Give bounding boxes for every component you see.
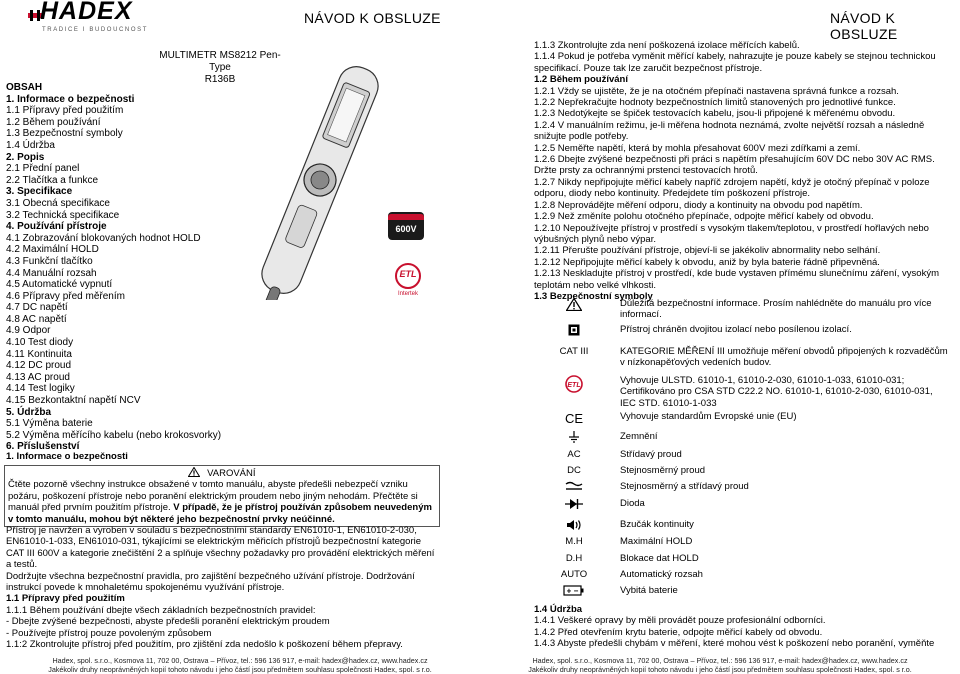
badge-stripe bbox=[388, 214, 424, 220]
paragraph-standards: Přístroj je navržen a vyroben v souladu s bezpečnostními standardy EN61010-1, EN61010-2-030, EN61010-1-033, EN61010-031, týkajícími se elektrickým měřicích přístrojů bezpečnostní kategorie CAT III 600V a kategorie znečištění 2 a splňuje všechny požadavky pro provádění elektrických měření a testů. bbox=[6, 525, 435, 571]
symbol-description-line: Dioda bbox=[620, 498, 645, 509]
toc-item: 4.11 Kontinuita bbox=[6, 348, 72, 360]
footer-right bbox=[480, 656, 960, 674]
body-line: 1.2.6 Dbejte zvýšené bezpečnosti při práci s napětím přesahujícím 60V DC nebo 30V AC RMS. bbox=[534, 154, 935, 166]
footer-contact: Hadex, spol. s.r.o., Kosmova 11, 702 00, Ostrava – Přívoz, tel.: 596 136 917, e-mail: hadex@hadex.cz, www.hadex.cz bbox=[532, 656, 908, 665]
warning-icon bbox=[534, 298, 614, 314]
warning-triangle-icon bbox=[188, 467, 200, 477]
body-line: 1.2.5 Neměřte napětí, která by mohla přesahovat 600V mezi zdířkami a zemí. bbox=[534, 142, 861, 154]
right-body-lines bbox=[534, 40, 954, 302]
paragraph-bullet-2: - Používejte přístroj pouze povoleným způsobem bbox=[6, 627, 212, 639]
symbol-description bbox=[620, 536, 960, 547]
body-line: 1.2.11 Přerušte používání přístroje, objeví-li se jakékoliv abnormality nebo selhání. bbox=[534, 245, 881, 257]
body-line: 1.2.8 Neprovádějte měření odporu, diody a kontinuity na obvodu pod napětím. bbox=[534, 199, 863, 211]
subsection-1-4-title: 1.4 Údržba bbox=[534, 604, 583, 615]
toc-item: 4.13 AC proud bbox=[6, 371, 70, 383]
toc-item: 4.1 Zobrazování blokovaných hodnot HOLD bbox=[6, 232, 201, 244]
toc-title: OBSAH bbox=[6, 82, 43, 93]
body-line: 1.2 Během používání bbox=[534, 74, 628, 86]
body-line: 1.1.4 Pokud je potřeba vyměnit měřící kabely, nahrazujte je pouze kabely se stejnou technickou bbox=[534, 51, 936, 63]
symbol-description-line: Přístroj chráněn dvojitou izolací nebo posílenou izolací. bbox=[620, 324, 852, 335]
symbol-description bbox=[620, 585, 960, 596]
body-line: 1.2.3 Nedotýkejte se špiček testovacích kabelu, jsou-li připojené k měřenému obvodu. bbox=[534, 108, 896, 120]
paragraph-rules: Dodržujte všechna bezpečnostní pravidla, pro zajištění bezpečného užívání přístroje. Dodržování instrukcí povede k mnohaletému spokojenému využívání přístroje. bbox=[6, 570, 415, 594]
symbol-description-line: IEC STD. 61010-1-033 bbox=[620, 397, 717, 409]
body-line: odporu, diody nebo kontinuity. Předejdete tím poškození přístroje. bbox=[534, 188, 811, 200]
symbol-description bbox=[620, 498, 960, 509]
body-line: snižujte podle potřeby. bbox=[534, 131, 629, 143]
etl-sub: Intertek bbox=[397, 291, 418, 297]
toc-item: 6. Příslušenství bbox=[6, 441, 80, 453]
symbol-label: DC bbox=[567, 465, 581, 476]
etl-logo bbox=[388, 262, 428, 302]
diode-icon bbox=[534, 498, 614, 513]
toc-item: 1.3 Bezpečnostní symboly bbox=[6, 128, 123, 140]
symbol-label: M.H bbox=[565, 536, 583, 547]
footer-left bbox=[0, 656, 480, 674]
toc-item: 4.6 Přípravy před měřením bbox=[6, 290, 125, 302]
symbol-description-line: Maximální HOLD bbox=[620, 536, 693, 547]
body-line: 1.2.12 Nepřipojujte měřicí kabely k obvodu, aniž by byla baterie řádně připevněná. bbox=[534, 256, 880, 268]
symbol-description-line: Stejnosměrný proud bbox=[620, 465, 706, 476]
body-line: 1.3 Bezpečnostní symboly bbox=[534, 290, 653, 302]
symbol-description-line: KATEGORIE MĚŘENÍ III umožňuje měření obvodů připojených k rozvaděčům bbox=[620, 346, 948, 357]
toc-item: 2.1 Přední panel bbox=[6, 163, 80, 175]
symbol-description bbox=[620, 465, 960, 476]
paragraph-bullet-1: - Dbejte zvýšené bezpečnosti, abyste předešli poranění elektrickým proudem bbox=[6, 616, 330, 628]
toc-item: 4.15 Bezkontaktní napětí NCV bbox=[6, 395, 141, 407]
subsection-1-1-title: 1.1 Přípravy před použitím bbox=[6, 593, 125, 605]
footer-contact: Hadex, spol. s.r.o., Kosmova 11, 702 00, Ostrava – Přívoz, tel.: 596 136 917, e-mail: hadex@hadex.cz, www.hadex.cz bbox=[52, 656, 428, 665]
body-line: 1.2.4 V manuálním režimu, je-li měřena hodnota neznámá, zvolte největší rozsah a následně bbox=[534, 119, 925, 131]
warning-body: Čtěte pozorně všechny instrukce obsažené v tomto manuálu, abyste předešli nebezpečí vzniku požáru, poškození přístroje nebo poranění elektrickým proudem nebo jiným nehodám. Přečtěte si manuál před prvním použitím přístroje. bbox=[8, 479, 418, 514]
body-line: výbušných plynů nebo výpar. bbox=[534, 233, 656, 245]
toc-item: 1. Informace o bezpečnosti bbox=[6, 93, 135, 105]
symbol-description-line: Automatický rozsah bbox=[620, 569, 703, 580]
symbol-description-line: Vyhovuje standardům Evropské unie (EU) bbox=[620, 411, 797, 422]
symbol-description-line: Vyhovuje ULSTD. 61010-1, 61010-2-030, 61010-1-033, 61010-031; bbox=[620, 375, 905, 386]
toc-item: 3.1 Obecná specifikace bbox=[6, 197, 110, 209]
symbol-description-line: Střídavý proud bbox=[620, 449, 682, 460]
body-line: Držte prsty za ochrannými prstenci testovacích hrotů. bbox=[534, 165, 758, 177]
body-line: 1.2.10 Nepoužívejte přístroj v prostředí s vysokým tlakem/teplotou, v prostředí hořlavých nebo bbox=[534, 222, 929, 234]
symbol-description bbox=[620, 481, 960, 492]
toc-item: 1.2 Během používání bbox=[6, 116, 101, 128]
toc-item: 2.2 Tlačítka a funkce bbox=[6, 174, 99, 186]
toc-item: 4.8 AC napětí bbox=[6, 313, 67, 325]
model-line-1: MULTIMETR MS8212 Pen-Type bbox=[159, 50, 281, 73]
warning-bold: V případě, že je přístroj používán způsobem neuvedeným v tomto manuálu, mohou být některé jeho bezpečnostní prvky neúčinné. bbox=[8, 502, 432, 525]
page-header-right: NÁVOD K OBSLUZE bbox=[830, 10, 898, 42]
body-line: 1.2.9 Než změníte polohu otočného přepínače, odpojte měřicí kabely od obvodu. bbox=[534, 211, 874, 223]
symbol-label: D.H bbox=[565, 553, 583, 564]
symbol-description bbox=[620, 324, 960, 335]
body-line: specifikací. Pouze tak lze zaručit bezpečnost přístroje. bbox=[534, 62, 763, 74]
warning-header bbox=[8, 467, 436, 479]
symbol-description bbox=[620, 298, 960, 321]
symbol-description bbox=[620, 553, 960, 564]
toc-item: 5.1 Výměna baterie bbox=[6, 418, 93, 430]
footer-copyright: Jakékoliv druhy neoprávněných kopií tohoto návodu i jeho částí jsou předmětem souhlasu společnosti Hadex, spol. s r.o. bbox=[48, 665, 432, 674]
maintenance-3: 1.4.3 Abyste předešli chybám v měření, které mohou vést k poškození nebo poranění, vyměňte bbox=[534, 638, 935, 650]
warning-text bbox=[8, 479, 436, 525]
symbol-description bbox=[620, 375, 960, 409]
rating-badge-600v bbox=[388, 212, 424, 240]
symbol-description-line: Zemnění bbox=[620, 431, 658, 442]
body-line: 1.2.7 Nikdy nepřipojujte měřicí kabely napříč zdrojem napětí, když je otočný přepínač v poloze bbox=[534, 176, 930, 188]
symbol-label: AUTO bbox=[560, 569, 588, 580]
maintenance-1: 1.4.1 Veškeré opravy by měli provádět pouze profesionální odborníci. bbox=[534, 615, 826, 627]
symbol-description-line: v nízkonapěťových vedeních budov. bbox=[620, 357, 772, 369]
symbol-description bbox=[620, 346, 960, 369]
buzzer-icon bbox=[534, 519, 614, 534]
body-line: 1.2.13 Neskladujte přístroj v prostředí, kde bude vystaven přímému slunečnímu záření, vysokým bbox=[534, 268, 939, 280]
toc-item: 1.1 Přípravy před použitím bbox=[6, 105, 124, 117]
toc-list bbox=[6, 94, 221, 453]
symbol-label: CAT III bbox=[559, 346, 589, 357]
symbol-description bbox=[620, 411, 960, 422]
toc-item: 4.5 Automatické vypnutí bbox=[6, 279, 113, 291]
toc-item: 4.4 Manuální rozsah bbox=[6, 267, 97, 279]
acdc-icon bbox=[534, 481, 614, 496]
toc-item: 4.3 Funkční tlačítko bbox=[6, 255, 93, 267]
toc-item: 5. Údržba bbox=[6, 406, 52, 418]
symbol-description bbox=[620, 449, 960, 460]
badge-label: 600V bbox=[395, 224, 417, 234]
toc-item: 4. Používání přístroje bbox=[6, 221, 107, 233]
toc-item: 4.14 Test logiky bbox=[6, 383, 75, 395]
toc-item: 4.7 DC napětí bbox=[6, 302, 68, 314]
maintenance-section bbox=[534, 604, 958, 650]
logo-brand: HADEX bbox=[40, 0, 133, 25]
svg-text:CE: CE bbox=[564, 411, 584, 425]
body-line: 1.2.2 Nepřekračujte hodnoty bezpečnostních limitů stanovených pro jednotlivé funkce. bbox=[534, 97, 896, 109]
etl-text: ETL bbox=[399, 269, 417, 279]
page-header-left: NÁVOD K OBSLUZE bbox=[304, 10, 441, 26]
paragraph-1-1-1: 1.1.1 Během používání dbejte všech základních bezpečnostních pravidel: bbox=[6, 604, 316, 616]
maintenance-2: 1.4.2 Před otevřením krytu baterie, odpojte měřicí kabely od obvodu. bbox=[534, 626, 823, 638]
logo-tagline: TRADICE I BUDOUCNOST bbox=[42, 27, 149, 33]
toc-item: 4.2 Maximální HOLD bbox=[6, 244, 99, 256]
section-1-title: 1. Informace o bezpečnosti bbox=[6, 451, 128, 462]
symbol-description bbox=[620, 431, 960, 442]
toc-item: 3. Specifikace bbox=[6, 186, 73, 198]
battery-icon bbox=[534, 585, 614, 599]
symbol-description-line: Důležitá bezpečnostní informace. Prosím nahlédněte do manuálu pro více bbox=[620, 298, 932, 309]
symbol-description-line: Blokace dat HOLD bbox=[620, 553, 699, 564]
symbol-description bbox=[620, 569, 960, 580]
warning-title: VAROVÁNÍ bbox=[207, 468, 256, 479]
toc-item: 3.2 Technická specifikace bbox=[6, 209, 120, 221]
body-line: 1.1.3 Zkontrolujte zda není poškozená izolace měřících kabelů. bbox=[534, 40, 800, 51]
toc-item: 4.12 DC proud bbox=[6, 360, 72, 372]
double-insulation-icon bbox=[534, 324, 614, 339]
symbol-description-line: Bzučák kontinuity bbox=[620, 519, 694, 530]
symbol-description bbox=[620, 519, 960, 530]
symbol-description-line: Vybitá baterie bbox=[620, 585, 678, 596]
model-line-2: R136B bbox=[204, 74, 236, 85]
symbol-label: AC bbox=[567, 449, 581, 460]
body-line: teplotám nebo velké vlhkosti. bbox=[534, 279, 656, 291]
etl-icon bbox=[534, 375, 614, 398]
section-1-body bbox=[6, 525, 436, 650]
svg-text:+: + bbox=[566, 586, 572, 596]
warning-box bbox=[4, 465, 440, 527]
toc-item: 4.10 Test diody bbox=[6, 337, 74, 349]
table-of-contents bbox=[6, 82, 221, 453]
toc-item: 4.9 Odpor bbox=[6, 325, 51, 337]
svg-text:−: − bbox=[573, 586, 579, 596]
svg-text:ETL: ETL bbox=[567, 382, 581, 389]
toc-item: 5.2 Výměna měřícího kabelu (nebo krokosvorky) bbox=[6, 429, 222, 441]
ground-icon bbox=[534, 431, 614, 446]
footer-copyright: Jakékoliv druhy neoprávněných kopií tohoto návodu i jeho částí jsou předmětem souhlasu společnosti Hadex, spol. s r.o. bbox=[528, 665, 912, 674]
toc-item: 2. Popis bbox=[6, 151, 45, 163]
ce-icon bbox=[534, 411, 614, 428]
paragraph-1-1-2: 1.1:2 Zkontrolujte přístroj před použitím, pro zjištění zda nedošlo k poškození během přepravy. bbox=[6, 639, 403, 651]
body-line: 1.2.1 Vždy se ujistěte, že je na otočném přepínači nastavena správná funkce a rozsah. bbox=[534, 85, 899, 97]
symbol-description-line: Certifikováno pro CSA STD C22.2 NO. 61010-1, 61010-2-030, 61010-031, bbox=[620, 386, 933, 398]
symbol-description-line: informací. bbox=[620, 309, 662, 321]
symbol-description-line: Stejnosměrný a střídavý proud bbox=[620, 481, 749, 492]
toc-item: 1.4 Údržba bbox=[6, 139, 55, 151]
hadex-logo bbox=[28, 0, 168, 38]
